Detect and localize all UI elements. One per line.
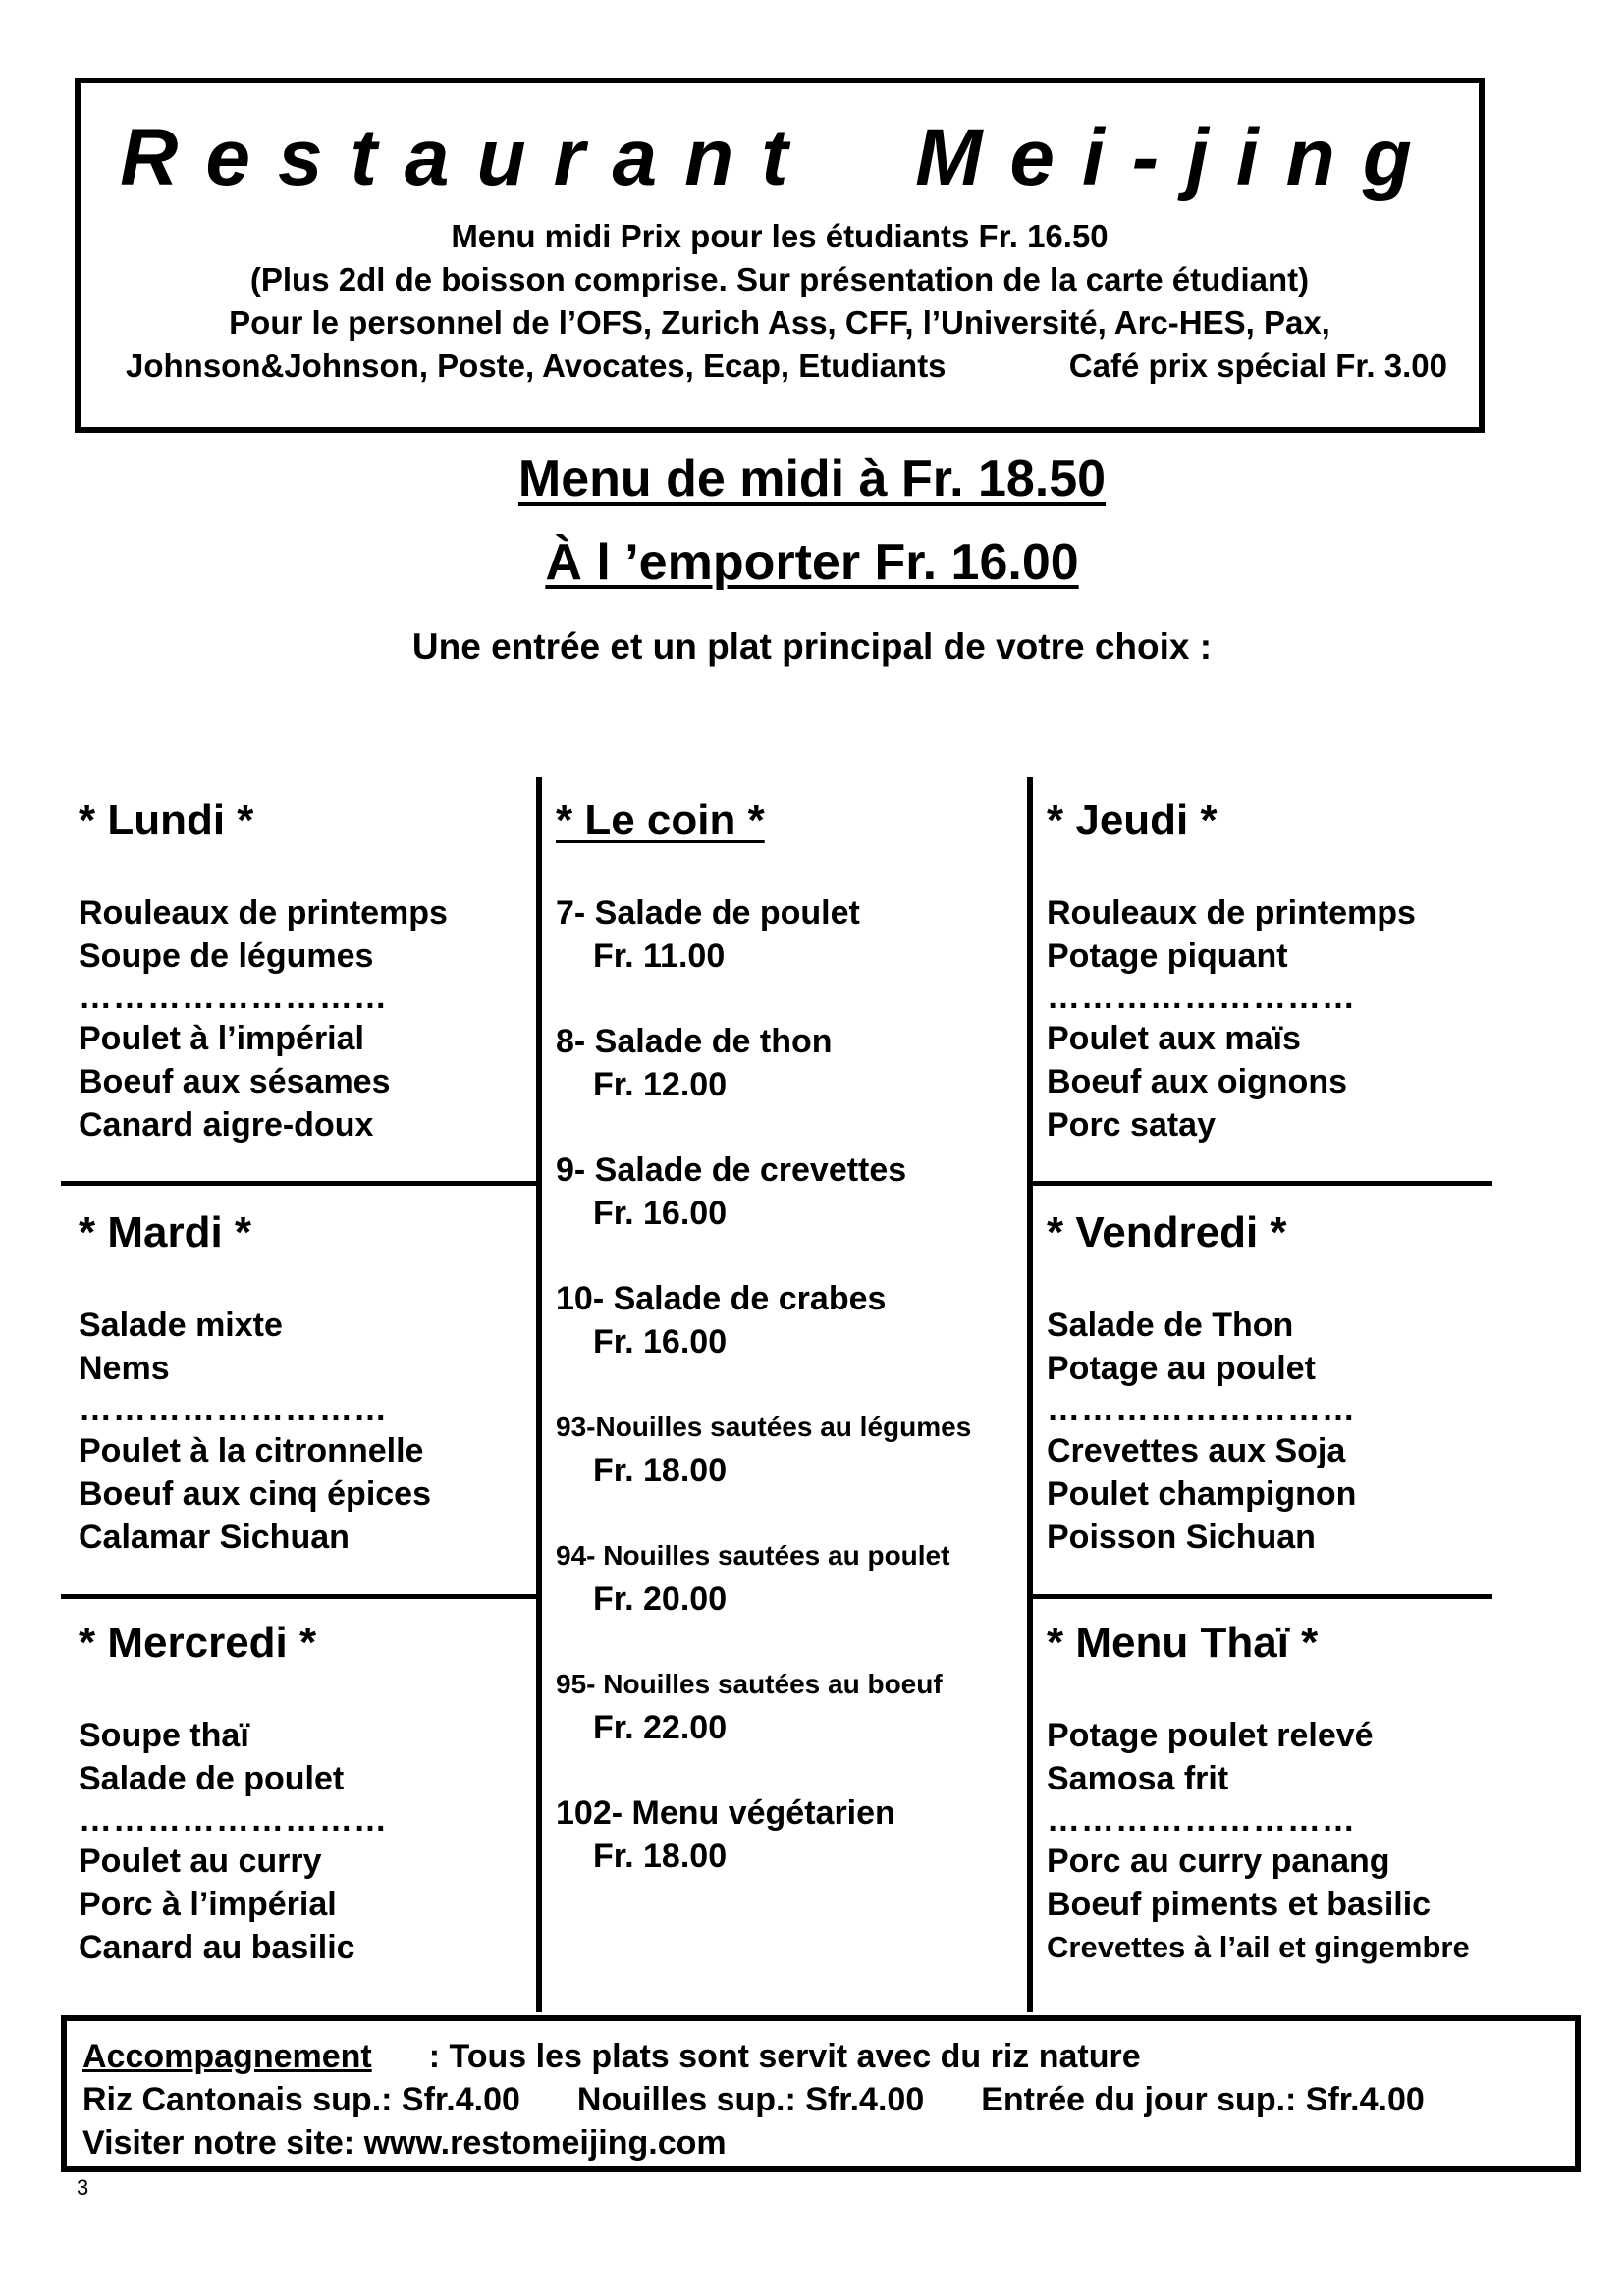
day-heading: * Jeudi * <box>1047 796 1218 844</box>
item-name: 7- Salade de poulet <box>556 894 860 932</box>
student-price-line: Menu midi Prix pour les étudiants Fr. 16.50 <box>451 218 1109 254</box>
main-item: Canard aigre-doux <box>79 1106 374 1144</box>
main-item: Crevettes à l’ail et gingembre <box>1047 1930 1470 1964</box>
day-block-vendredi <box>1047 1205 1356 1559</box>
starter-item: Samosa frit <box>1047 1760 1229 1797</box>
starter-item: Soupe thaï <box>79 1717 249 1754</box>
main-item: Boeuf piments et basilic <box>1047 1886 1432 1923</box>
accompagnement-line <box>82 2035 1559 2078</box>
item-name: 93-Nouilles sautées au légumes <box>556 1412 972 1442</box>
column-divider-right <box>1027 777 1033 2012</box>
entree-du-jour-supplement: Entrée du jour sup.: Sfr.4.00 <box>981 2081 1425 2118</box>
footer-box <box>61 2015 1581 2172</box>
main-item: Boeuf aux oignons <box>1047 1063 1347 1100</box>
main-item: Poulet champignon <box>1047 1475 1357 1513</box>
main-item: Calamar Sichuan <box>79 1519 350 1556</box>
dotted-separator: ……………………… <box>79 1391 388 1428</box>
main-item: Poulet aux maïs <box>1047 1020 1301 1057</box>
menu-item <box>556 891 971 978</box>
day-heading: * Lundi * <box>79 796 254 844</box>
item-price: Fr. 18.00 <box>593 1838 728 1875</box>
le-coin-block <box>556 793 971 1920</box>
menu-item <box>556 1277 971 1363</box>
row-divider-right-1 <box>1033 1181 1492 1186</box>
item-name: 10- Salade de crabes <box>556 1280 887 1317</box>
dotted-separator: ……………………… <box>79 1801 388 1839</box>
day-heading: * Menu Thaï * <box>1047 1619 1319 1667</box>
item-price: Fr. 11.00 <box>593 937 726 975</box>
day-block-jeudi <box>1047 793 1416 1147</box>
column-divider-left <box>536 777 542 2012</box>
header-box <box>75 78 1485 433</box>
starter-item: Salade de Thon <box>1047 1307 1294 1344</box>
starter-item: Soupe de légumes <box>79 937 374 975</box>
day-block-mercredi <box>79 1616 388 1969</box>
row-divider-left-1 <box>61 1181 536 1186</box>
day-block-lundi <box>79 793 448 1147</box>
starter-item: Potage piquant <box>1047 937 1288 975</box>
day-heading: * Mardi * <box>79 1208 252 1256</box>
main-item: Poulet à l’impérial <box>79 1020 364 1057</box>
main-item: Crevettes aux Soja <box>1047 1432 1346 1469</box>
item-name: 102- Menu végétarien <box>556 1794 895 1832</box>
accompagnement-label: Accompagnement <box>82 2038 372 2075</box>
item-price: Fr. 22.00 <box>593 1709 728 1746</box>
day-heading: * Vendredi * <box>1047 1208 1287 1256</box>
item-name: 95- Nouilles sautées au boeuf <box>556 1669 943 1699</box>
emporter-title: À l ’emporter Fr. 16.00 <box>545 534 1079 591</box>
row-divider-left-2 <box>61 1594 536 1599</box>
nouilles-supplement: Nouilles sup.: Sfr.4.00 <box>576 2081 925 2118</box>
starter-item: Potage au poulet <box>1047 1350 1316 1387</box>
item-price: Fr. 16.00 <box>593 1195 728 1232</box>
main-item: Poulet à la citronnelle <box>79 1432 424 1469</box>
dotted-separator: ……………………… <box>1047 979 1356 1016</box>
item-name: 94- Nouilles sautées au poulet <box>556 1540 950 1571</box>
dotted-separator: ……………………… <box>1047 1391 1356 1428</box>
staff-line-2 <box>81 345 1479 388</box>
item-price: Fr. 12.00 <box>593 1066 728 1103</box>
main-item: Porc à l’impérial <box>79 1886 337 1923</box>
menu-item <box>556 1148 971 1235</box>
menu-item <box>556 1406 971 1492</box>
day-heading: * Mercredi * <box>79 1619 317 1667</box>
starter-item: Potage poulet relevé <box>1047 1717 1374 1754</box>
header-info <box>81 215 1479 388</box>
day-block-menu-thai <box>1047 1616 1470 1969</box>
supplements-line <box>82 2078 1559 2121</box>
choice-subtitle: Une entrée et un plat principal de votre choix : <box>411 626 1213 667</box>
day-block-mardi <box>79 1205 431 1559</box>
accompagnement-text: : Tous les plats sont servit avec du riz nature <box>428 2038 1141 2075</box>
menu-item <box>556 1020 971 1106</box>
menu-item <box>556 1791 971 1878</box>
row-divider-right-2 <box>1033 1594 1492 1599</box>
item-name: 9- Salade de crevettes <box>556 1151 907 1189</box>
main-item: Poulet au curry <box>79 1842 322 1880</box>
starter-item: Salade mixte <box>79 1307 283 1344</box>
page-number: 3 <box>77 2175 89 2200</box>
menu-item <box>556 1663 971 1749</box>
main-item: Poisson Sichuan <box>1047 1519 1316 1556</box>
drink-included-line: (Plus 2dl de boisson comprise. Sur présentation de la carte étudiant) <box>249 261 1310 297</box>
main-item: Porc au curry panang <box>1047 1842 1390 1880</box>
dotted-separator: ……………………… <box>79 979 388 1016</box>
le-coin-heading: * Le coin * <box>556 796 765 844</box>
starter-item: Rouleaux de printemps <box>1047 894 1416 932</box>
main-item: Canard au basilic <box>79 1929 355 1966</box>
menu-midi-title: Menu de midi à Fr. 18.50 <box>517 451 1107 507</box>
companies-text: Johnson&Johnson, Poste, Avocates, Ecap, Etudiants <box>126 347 947 384</box>
main-item: Boeuf aux sésames <box>79 1063 391 1100</box>
starter-item: Salade de poulet <box>79 1760 345 1797</box>
website-line <box>82 2121 1559 2164</box>
staff-line: Pour le personnel de l’OFS, Zurich Ass, CFF, l’Université, Arc-HES, Pax, <box>229 304 1330 341</box>
starter-item: Nems <box>79 1350 170 1387</box>
item-name: 8- Salade de thon <box>556 1023 833 1060</box>
main-item: Porc satay <box>1047 1106 1216 1144</box>
main-item: Boeuf aux cinq épices <box>79 1475 431 1513</box>
item-price: Fr. 20.00 <box>593 1580 728 1618</box>
restaurant-name: Restaurant Mei-jing <box>120 113 1439 202</box>
starter-item: Rouleaux de printemps <box>79 894 448 932</box>
riz-cantonais-supplement: Riz Cantonais sup.: Sfr.4.00 <box>82 2081 520 2118</box>
dotted-separator: ……………………… <box>1047 1801 1356 1839</box>
coffee-price: Café prix spécial Fr. 3.00 <box>1068 347 1447 384</box>
item-price: Fr. 18.00 <box>593 1452 728 1489</box>
website-text: Visiter notre site: www.restomeijing.com <box>82 2124 727 2162</box>
item-price: Fr. 16.00 <box>593 1323 728 1361</box>
menu-item <box>556 1534 971 1621</box>
